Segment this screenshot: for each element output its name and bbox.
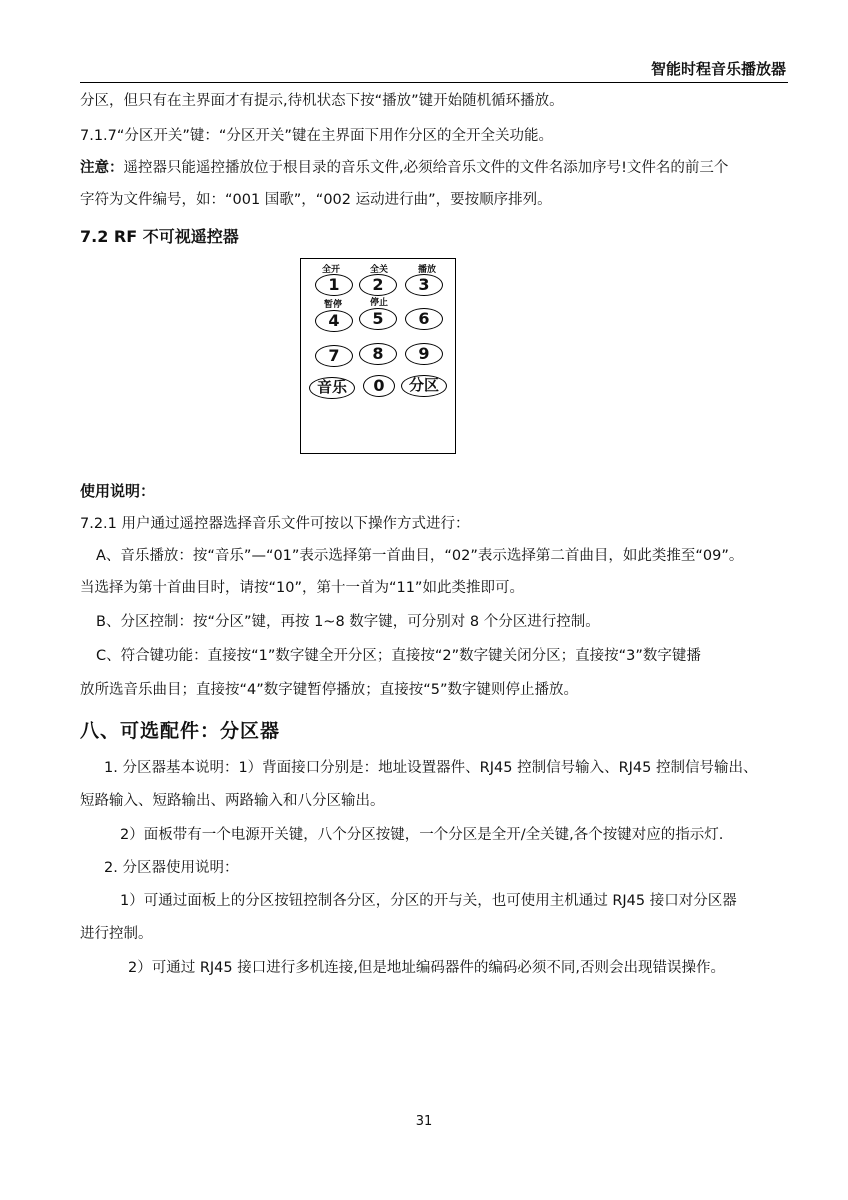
header-title: 智能时程音乐播放器 — [650, 60, 786, 78]
key-label-play: 播放 — [417, 265, 436, 275]
section-heading-7-2: 7.2 RF 不可视遥控器 — [80, 227, 239, 246]
remote-key-5: 5 — [359, 308, 397, 330]
usage-line: 放所选音乐曲目；直接按“4”数字键暂停播放；直接按“5”数字键则停止播放。 — [80, 682, 578, 698]
usage-line: 7.2.1 用户通过遥控器选择音乐文件可按以下操作方式进行： — [80, 516, 470, 532]
usage-line: C、符合键功能：直接按“1”数字键全开分区；直接按“2”数字键关闭分区；直接按“3”数字键播 — [96, 648, 701, 664]
section8-line: 2. 分区器使用说明： — [104, 860, 239, 876]
remote-key-1: 1 — [315, 274, 353, 296]
key-label-stop: 停止 — [369, 298, 388, 308]
remote-key-0: 0 — [363, 375, 395, 397]
key-label-all-on: 全开 — [321, 265, 340, 275]
usage-line: 当选择为第十首曲目时，请按“10”，第十一首为“11”如此类推即可。 — [80, 580, 524, 596]
paragraph-line: 分区，但只有在主界面才有提示,待机状态下按“播放”键开始随机循环播放。 — [80, 93, 564, 109]
remote-key-zone: 分区 — [401, 375, 447, 397]
remote-key-3: 3 — [405, 274, 443, 296]
key-label-all-off: 全关 — [369, 265, 388, 275]
section8-line: 进行控制。 — [80, 926, 153, 942]
remote-control-figure — [300, 258, 456, 454]
remote-key-6: 6 — [405, 308, 443, 330]
usage-line: A、音乐播放：按“音乐”—“01”表示选择第一首曲目，“02”表示选择第二首曲目，如此类推至“09”。 — [96, 548, 744, 564]
remote-key-9: 9 — [405, 343, 443, 365]
note-text: 遥控器只能遥控播放位于根目录的音乐文件,必须给音乐文件的文件名添加序号!文件名的前三个 — [123, 160, 729, 176]
remote-key-7: 7 — [315, 345, 353, 367]
paragraph-line: 7.1.7“分区开关”键：“分区开关”键在主界面下用作分区的全开全关功能。 — [80, 128, 553, 144]
page-number: 31 — [415, 1114, 433, 1129]
section8-line: 1. 分区器基本说明：1）背面接口分别是：地址设置器件、RJ45 控制信号输入、RJ45 控制信号输出、 — [104, 760, 758, 776]
key-label-pause: 暂停 — [323, 300, 342, 310]
header-rule — [80, 82, 788, 83]
section8-line: 2）面板带有一个电源开关键，八个分区按键，一个分区是全开/全关键,各个按键对应的指示灯. — [120, 827, 724, 843]
usage-line: B、分区控制：按“分区”键，再按 1~8 数字键，可分别对 8 个分区进行控制。 — [96, 614, 600, 630]
section8-line: 2）可通过 RJ45 接口进行多机连接,但是地址编码器件的编码必须不同,否则会出现错误操作。 — [128, 960, 725, 976]
remote-key-music: 音乐 — [309, 377, 355, 399]
section8-line: 1）可通过面板上的分区按钮控制各分区，分区的开与关，也可使用主机通过 RJ45 接口对分区器 — [120, 893, 737, 909]
note-label: 注意： — [80, 160, 124, 176]
usage-title: 使用说明： — [80, 482, 156, 500]
note-line — [80, 158, 728, 178]
section-heading-8: 八、可选配件：分区器 — [80, 720, 281, 742]
remote-key-2: 2 — [359, 274, 397, 296]
remote-key-4: 4 — [315, 310, 353, 332]
paragraph-line: 字符为文件编号，如：“001 国歌”，“002 运动进行曲”，要按顺序排列。 — [80, 192, 552, 208]
section8-line: 短路输入、短路输出、两路输入和八分区输出。 — [80, 793, 385, 809]
remote-key-8: 8 — [359, 343, 397, 365]
